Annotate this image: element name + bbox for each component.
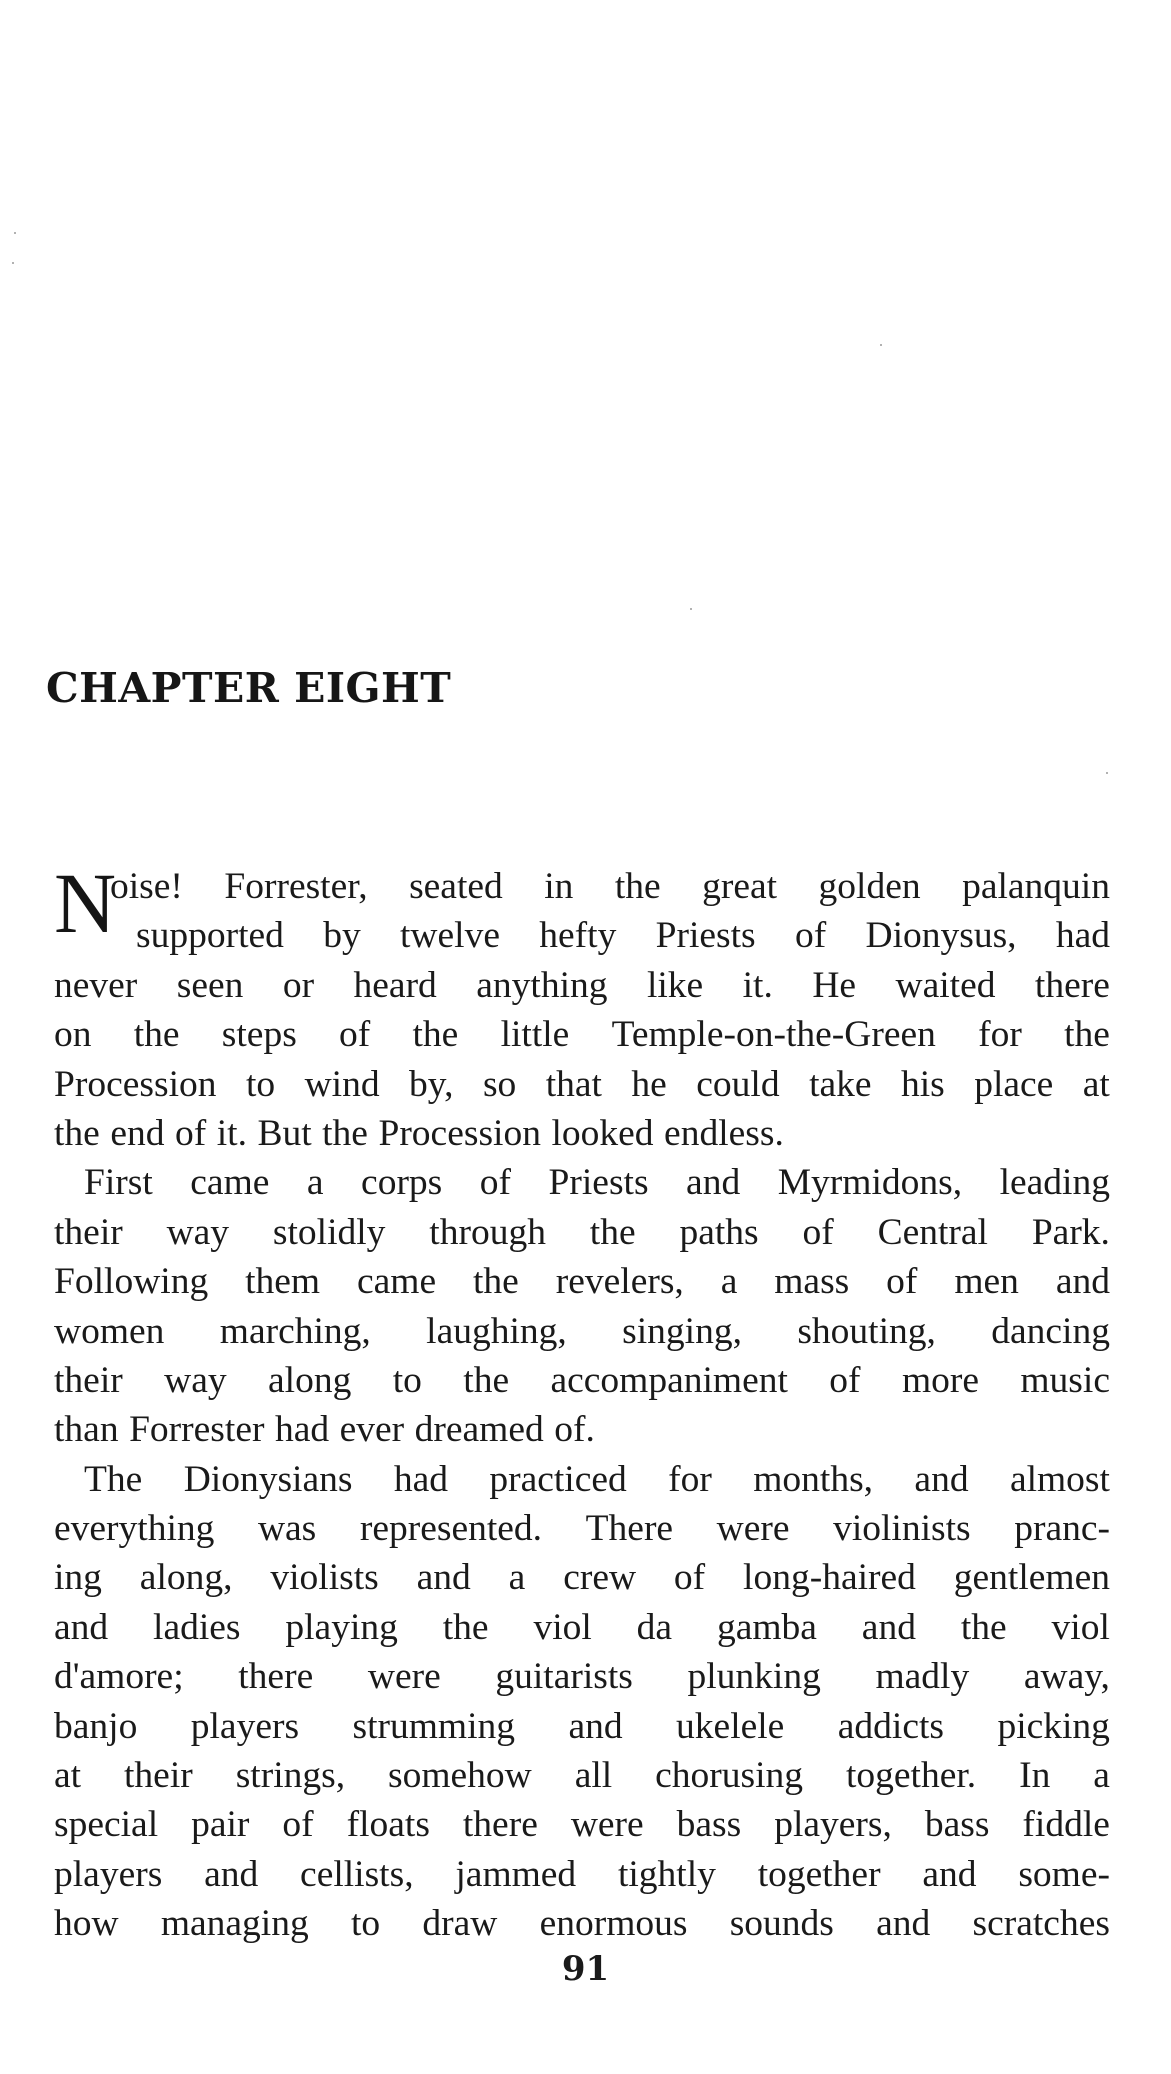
text-line: Procession to wind by, so that he could take his place at bbox=[54, 1063, 1110, 1105]
paragraph bbox=[54, 1455, 1110, 1949]
text-line: than Forrester had ever dreamed of. bbox=[54, 1409, 595, 1451]
text-line: their way stolidly through the paths of Central Park. bbox=[54, 1211, 1110, 1253]
text-line: players and cellists, jammed tightly together and some- bbox=[54, 1853, 1110, 1895]
text-line: d'amore; there were guitarists plunking madly away, bbox=[54, 1656, 1110, 1698]
text-line: First came a corps of Priests and Myrmidons, leading bbox=[84, 1162, 1110, 1204]
drop-cap: N bbox=[54, 855, 117, 951]
text-line: oise! Forrester, seated in the great golden palanquin bbox=[110, 866, 1110, 907]
scan-speck bbox=[12, 262, 14, 264]
paragraph bbox=[54, 855, 1110, 1158]
text-line: supported by twelve hefty Priests of Dionysus, had bbox=[136, 915, 1110, 957]
chapter-title: CHAPTER EIGHT bbox=[46, 664, 452, 712]
text-line: everything was represented. There were violinists pranc- bbox=[54, 1508, 1110, 1550]
scan-speck bbox=[14, 232, 16, 234]
paragraph bbox=[54, 1158, 1110, 1454]
scan-speck bbox=[690, 608, 692, 610]
text-line: at their strings, somehow all chorusing together. In a bbox=[54, 1755, 1110, 1797]
text-line: the end of it. But the Procession looked endless. bbox=[54, 1112, 784, 1154]
text-line: never seen or heard anything like it. He waited there bbox=[54, 964, 1110, 1006]
text-line: and ladies playing the viol da gamba and the viol bbox=[54, 1606, 1110, 1648]
text-line: banjo players strumming and ukelele addicts picking bbox=[54, 1705, 1110, 1747]
scan-speck bbox=[880, 344, 882, 346]
scan-speck bbox=[1106, 772, 1108, 774]
text-line: Following them came the revelers, a mass of men and bbox=[54, 1261, 1110, 1303]
text-line: on the steps of the little Temple-on-the-Green for the bbox=[54, 1014, 1110, 1056]
text-line: The Dionysians had practiced for months, and almost bbox=[84, 1458, 1110, 1500]
text-line: special pair of floats there were bass players, bass fiddle bbox=[54, 1804, 1110, 1846]
text-line: how managing to draw enormous sounds and scratches bbox=[54, 1903, 1110, 1945]
body-text bbox=[54, 855, 1110, 1949]
text-line: ing along, violists and a crew of long-haired gentlemen bbox=[54, 1557, 1110, 1599]
page-number: 91 bbox=[561, 1949, 610, 1989]
text-line: women marching, laughing, singing, shouting, dancing bbox=[54, 1310, 1110, 1352]
text-line: their way along to the accompaniment of more music bbox=[54, 1359, 1110, 1401]
